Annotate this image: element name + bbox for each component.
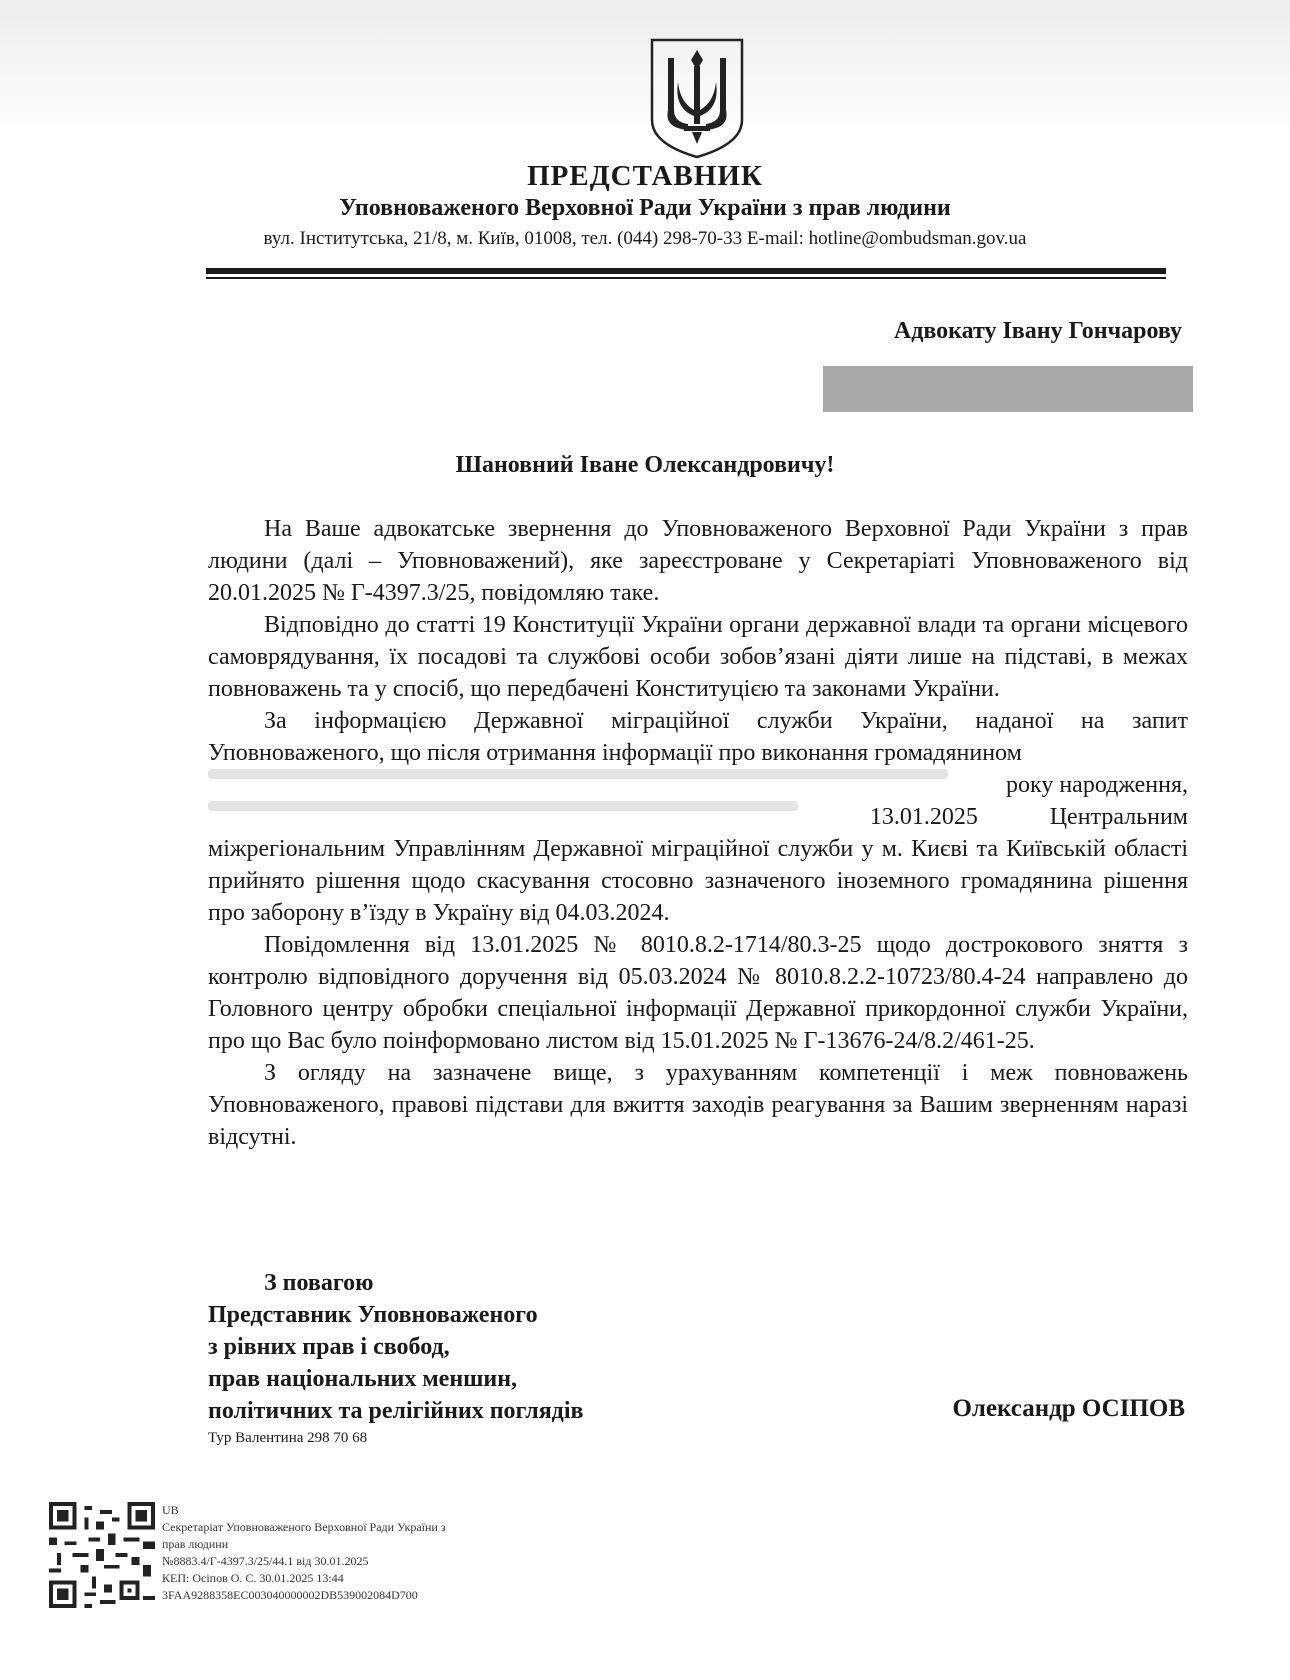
paragraph-4: Повідомлення від 13.01.2025 № 8010.8.2-1714/80.3-25 щодо дострокового зняття з контролю відповідного доручення від 05.03.2024 № 8010.8.2.2-10723/80.4-24 направлено до Головного центру обробки спеціальної інформації Державної прикордонної служби України, про що Вас було поінформовано листом від 15.01.2025 № Г-13676-24/8.2/461-25. (208, 932, 1188, 1054)
paragraph-1: На Ваше адвокатське звернення до Уповноваженого Верховної Ради України з прав людини (далі – Уповноважений), яке зареєстроване у Секретаріаті Уповноваженого від 20.01.2025 № Г-4397.3/25, повідомляю таке. (208, 516, 1188, 606)
redacted-text (208, 801, 798, 811)
stamp-line: прав людини (162, 1537, 229, 1551)
executor-contact: Тур Валентина 298 70 68 (208, 1430, 368, 1446)
paragraph-3d: міжрегіональним Управлінням Державної міграційної служби у м. Києві та Київській області прийнято рішення щодо скасування стосовно зазначеного іноземного громадянина рішення про заборону в’їзду в Україну від 04.03.2024. (208, 836, 1188, 926)
closing-position-3: прав національних меншин, (208, 1366, 518, 1392)
paragraph-3-redacted-line-1 (208, 769, 1188, 801)
paragraph-5: З огляду на зазначене вище, з урахуванням компетенції і меж повноважень Уповноваженого, правові підстави для вжиття заходів реагування за Вашим зверненням наразі відсутні. (208, 1060, 1188, 1150)
birth-year-text: року народження, (1006, 772, 1188, 798)
addressee: Адвокату Івану Гончарову (893, 318, 1182, 344)
org-title: ПРЕДСТАВНИК (527, 160, 763, 192)
closing-block (208, 1267, 583, 1427)
salutation: Шановний Іване Олександровичу! (455, 452, 835, 478)
stamp-line: UB (162, 1503, 179, 1517)
letter-body (208, 513, 1188, 1153)
central-text: Центральним (1049, 804, 1188, 830)
redacted-block (823, 366, 1193, 412)
decision-date: 13.01.2025 (869, 804, 978, 830)
header-divider-thin (206, 277, 1166, 279)
trident-coat-of-arms-icon (648, 36, 746, 160)
paragraph-2: Відповідно до статті 19 Конституції України органи державної влади та органи місцевого самоврядування, їх посадові та службові особи зобов’язані діяти лише на підставі, в межах повноважень та у спосіб, що передбачені Конституцією та законами України. (208, 612, 1188, 702)
header-divider-thick (206, 268, 1166, 274)
closing-regards: З повагою (264, 1270, 374, 1296)
paragraph-3a: За інформацією Державної міграційної служби України, наданої на запит Уповноваженого, що після отримання інформації про виконання громадянином (208, 708, 1188, 766)
org-address: вул. Інститутська, 21/8, м. Київ, 01008, тел. (044) 298-70-33 E-mail: hotline@ombudsman.gov.ua (263, 228, 1027, 249)
closing-position-1: Представник Уповноваженого (208, 1302, 538, 1328)
stamp-line: Секретаріат Уповноваженого Верховної Ради України з (162, 1520, 446, 1534)
qr-code-icon (48, 1502, 156, 1608)
redacted-text (208, 769, 948, 779)
closing-position-2: з рівних прав і свобод, (208, 1334, 450, 1360)
closing-position-4: політичних та релігійних поглядів (208, 1398, 584, 1424)
e-signature-stamp (162, 1502, 446, 1604)
org-subtitle: Уповноваженого Верховної Ради України з прав людини (339, 195, 951, 221)
stamp-line: КЕП: Осіпов О. С. 30.01.2025 13:44 (162, 1571, 344, 1585)
stamp-line: 3FAA9288358EC003040000002DB539002084D700 (162, 1588, 418, 1602)
signer-name: Олександр ОСІПОВ (952, 1395, 1185, 1422)
stamp-line: №8883.4/Г-4397.3/25/44.1 від 30.01.2025 (162, 1554, 369, 1568)
paragraph-3-redacted-line-2 (208, 801, 1188, 833)
